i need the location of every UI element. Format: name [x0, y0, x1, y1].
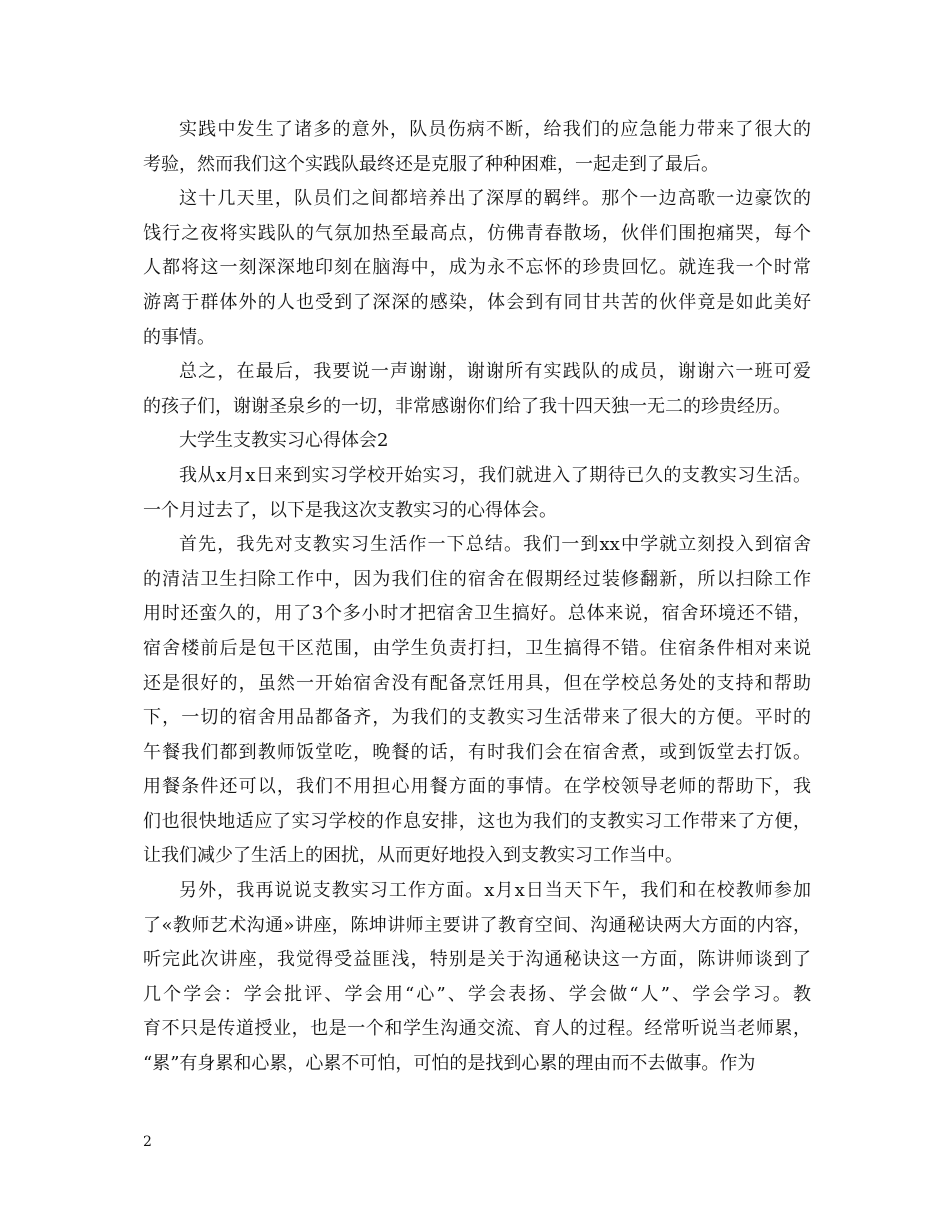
text-line-content: 的清洁卫生扫除工作中，因为我们住的宿舍在假期经过装修翻新，所以扫除工作 — [143, 568, 811, 590]
text-line — [143, 286, 811, 321]
text-line — [143, 667, 811, 702]
text-line — [143, 251, 811, 286]
text-line — [143, 1012, 811, 1047]
text-line-content: 宿舍楼前后是包干区范围，由学生负责打扫，卫生搞得不错。住宿条件相对来说 — [143, 637, 811, 659]
text-line-content: 让我们减少了生活上的困扰，从而更好地投入到支教实习工作当中。 — [143, 845, 683, 867]
text-line — [143, 943, 811, 978]
document-body — [143, 113, 811, 1082]
paragraph — [143, 182, 811, 355]
text-line — [143, 321, 811, 356]
text-line-content: 总之，在最后，我要说一声谢谢，谢谢所有实践队的成员，谢谢六一班可爱 — [179, 361, 811, 383]
text-line — [143, 528, 811, 563]
text-line — [143, 978, 811, 1013]
paragraph — [143, 355, 811, 424]
text-line — [143, 494, 811, 529]
text-line-content: 我从x月x日来到实习学校开始实习，我们就进入了期待已久的支教实习生活。 — [179, 464, 811, 486]
text-line-content: 午餐我们都到教师饭堂吃，晚餐的话，有时我们会在宿舍煮，或到饭堂去打饭。 — [143, 741, 811, 763]
text-line-content: 用餐条件还可以，我们不用担心用餐方面的事情。在学校领导老师的帮助下，我 — [143, 776, 811, 798]
paragraph — [143, 459, 811, 528]
text-line-content: 听完此次讲座，我觉得受益匪浅，特别是关于沟通秘诀这一方面，陈讲师谈到了 — [143, 949, 811, 971]
text-line — [143, 563, 811, 598]
text-line — [143, 805, 811, 840]
text-line-content: 实践中发生了诸多的意外，队员伤病不断，给我们的应急能力带来了很大的 — [179, 119, 811, 140]
text-line — [143, 874, 811, 909]
text-line — [143, 770, 811, 805]
text-line-content: 考验，然而我们这个实践队最终还是克服了种种困难，一起走到了最后。 — [143, 153, 719, 175]
text-line-content: 游离于群体外的人也受到了深深的感染，体会到有同甘共苦的伙伴竟是如此美好 — [143, 291, 811, 313]
text-line — [143, 597, 811, 632]
text-line-content: “累”有身累和心累，心累不可怕，可怕的是找到心累的理由而不去做事。作为 — [143, 1053, 756, 1075]
text-line-content: 们也很快地适应了实习学校的作息安排，这也为我们的支教实习工作带来了方便， — [143, 810, 811, 832]
text-line — [143, 701, 811, 736]
text-line — [143, 839, 811, 874]
paragraph — [143, 874, 811, 1082]
text-line-content: 饯行之夜将实践队的气氛加热至最高点，仿佛青春散场，伙伴们围抱痛哭，每个 — [143, 222, 811, 244]
text-line — [143, 459, 811, 494]
text-line — [143, 424, 811, 459]
paragraph — [143, 528, 811, 874]
text-line — [143, 736, 811, 771]
text-line — [143, 113, 811, 148]
text-line-content: 大学生支教实习心得体会2 — [179, 430, 389, 452]
text-line — [143, 217, 811, 252]
paragraph — [143, 424, 811, 459]
text-line — [143, 148, 811, 183]
text-line-content: 这十几天里，队员们之间都培养出了深厚的羁绊。那个一边高歌一边豪饮的 — [179, 188, 811, 210]
page-number: 2 — [143, 1134, 152, 1150]
text-line-content: 还是很好的，虽然一开始宿舍没有配备烹饪用具，但在学校总务处的支持和帮助 — [143, 672, 811, 694]
text-line — [143, 1047, 811, 1082]
text-line-content: 几个学会：学会批评、学会用“心”、学会表扬、学会做“人”、学会学习。教 — [143, 983, 811, 1005]
text-line — [143, 182, 811, 217]
text-line-content: 一个月过去了，以下是我这次支教实习的心得体会。 — [143, 499, 557, 521]
text-line-content: 用时还蛮久的，用了3个多小时才把宿舍卫生搞好。总体来说，宿舍环境还不错， — [143, 603, 811, 625]
text-line — [143, 632, 811, 667]
text-line — [143, 390, 811, 425]
text-line-content: 育不只是传道授业，也是一个和学生沟通交流、育人的过程。经常听说当老师累， — [143, 1018, 811, 1040]
paragraph — [143, 113, 811, 182]
text-line-content: 另外，我再说说支教实习工作方面。x月x日当天下午，我们和在校教师参加 — [179, 880, 811, 902]
text-line — [143, 909, 811, 944]
text-line-content: 的孩子们，谢谢圣泉乡的一切，非常感谢你们给了我十四天独一无二的珍贵经历。 — [143, 395, 791, 417]
text-line-content: 下，一切的宿舍用品都备齐，为我们的支教实习生活带来了很大的方便。平时的 — [143, 707, 811, 729]
text-line-content: 人都将这一刻深深地印刻在脑海中，成为永不忘怀的珍贵回忆。就连我一个时常 — [143, 257, 811, 279]
text-line-content: 首先，我先对支教实习生活作一下总结。我们一到xx中学就立刻投入到宿舍 — [179, 534, 811, 556]
text-line — [143, 355, 811, 390]
text-line-content: 了«教师艺术沟通»讲座，陈坤讲师主要讲了教育空间、沟通秘诀两大方面的内容， — [143, 914, 811, 936]
text-line-content: 的事情。 — [143, 326, 215, 348]
